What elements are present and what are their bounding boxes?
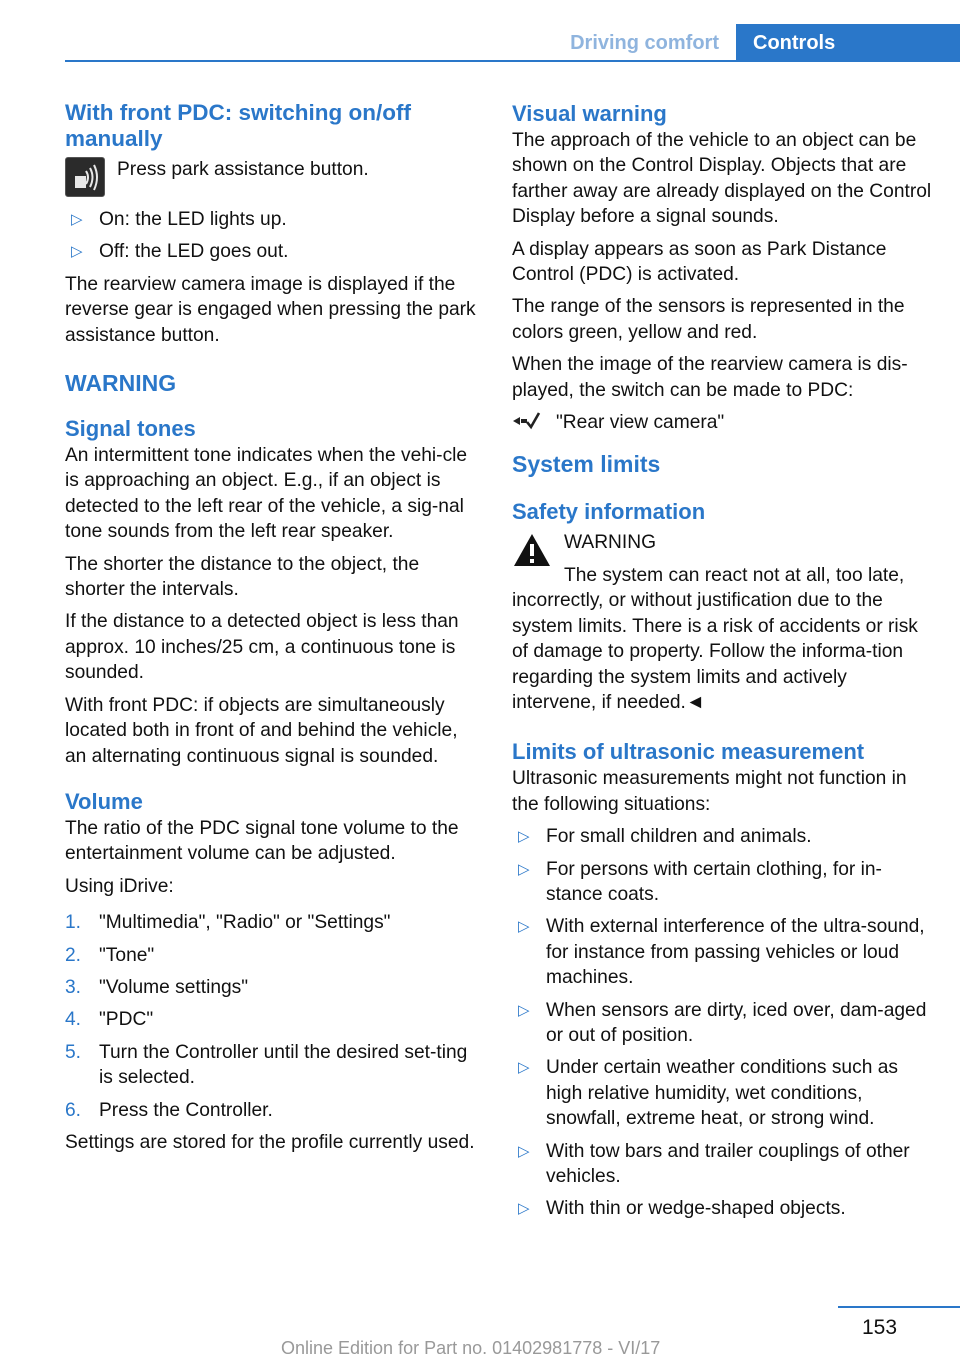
bullet-triangle-icon: ▷ (518, 828, 530, 846)
visual-paragraph-1: The approach of the vehicle to an object can be shown on the Control Display. Objects that are farther away are already displayed on the Control Display before a signal sounds. (512, 130, 932, 228)
ultrasonic-list (512, 824, 932, 1222)
step-text: "Volume settings" (99, 976, 249, 998)
warning-label: WARNING (564, 532, 657, 554)
warning-triangle-icon (512, 532, 552, 568)
signal-paragraph-3: If the distance to a detected object is less than approx. 10 inches/25 cm, a continuous tone is sounded. (65, 611, 459, 684)
rearview-paragraph: The rearview camera image is displayed if the reverse gear is engaged when pressing the park assistance button. (65, 273, 476, 346)
volume-paragraph-2: Using iDrive: (65, 875, 174, 897)
list-item-text: For persons with certain clothing, for in‐stance coats. (546, 858, 882, 905)
warning-text: The system can react not at all, too late, incorrectly, or without justification due to the system limits. There is a risk of accidents or risk of damage to property. Follow the informa‐tion regarding the system limits and actively intervene, if needed.◄ (512, 564, 918, 713)
list-item (512, 998, 932, 1049)
bullet-triangle-icon: ▷ (518, 1200, 530, 1218)
volume-paragraph-1: The ratio of the PDC signal tone volume to the entertainment volume can be adjusted. (65, 817, 459, 865)
list-item (65, 239, 477, 264)
bullet-triangle-icon: ▷ (518, 1001, 530, 1019)
footer-rule (838, 1306, 960, 1308)
left-column (65, 100, 477, 1162)
header-chapter-tab: Controls (736, 24, 960, 62)
list-item-text: Under certain weather conditions such as high relative humidity, wet conditions, snowfall, extreme heat, or strong wind. (546, 1057, 898, 1130)
signal-paragraph-4: With front PDC: if objects are simultaneously located both in front of and behind the vehicle, an alternating continuous signal is sounded. (65, 694, 458, 767)
bullet-triangle-icon: ▷ (518, 860, 530, 878)
list-item (65, 943, 477, 968)
visual-paragraph-4: When the image of the rearview camera is dis‐played, the switch can be made to PDC: (512, 354, 908, 401)
page-number: 153 (862, 1316, 898, 1339)
signal-paragraph-1: An intermittent tone indicates when the vehi‐cle is approaching an object. E.g., if an object is detected to the left rear of the vehicle, a sig‐nal tone sounds from the left rear speaker. (65, 445, 468, 543)
bullet-triangle-icon: ▷ (518, 1142, 530, 1160)
ultrasonic-heading: Limits of ultrasonic measurement (512, 739, 865, 765)
step-text: "PDC" (99, 1009, 154, 1031)
list-item (512, 1055, 932, 1131)
step-number: 5. (65, 1041, 82, 1063)
bullet-triangle-icon: ▷ (518, 1059, 530, 1077)
right-column (512, 100, 932, 1229)
safety-info-heading: Safety information (512, 499, 706, 525)
heading-switching-manually: With front PDC: switching on/off manually (65, 100, 411, 151)
list-item-text: Off: the LED goes out. (99, 241, 289, 263)
list-item (65, 1040, 477, 1091)
step-text: "Tone" (99, 944, 155, 966)
signal-tones-heading: Signal tones (65, 416, 196, 442)
rear-view-camera-label: "Rear view camera" (556, 412, 725, 434)
step-number: 2. (65, 944, 82, 966)
header-rule (65, 60, 960, 62)
list-item (65, 1098, 477, 1123)
step-text: Turn the Controller until the desired set‐ting is selected. (99, 1041, 468, 1089)
list-item-text: With external interference of the ultra‐sound, for instance from passing vehicles or loud machines. (546, 916, 925, 989)
list-item-text: With tow bars and trailer couplings of other vehicles. (546, 1140, 910, 1187)
warning-heading: WARNING (65, 370, 177, 397)
list-item (512, 914, 932, 990)
list-item-text: With thin or wedge-shaped objects. (546, 1198, 846, 1220)
volume-heading: Volume (65, 788, 143, 814)
park-assist-button-icon (65, 157, 105, 197)
visual-paragraph-2: A display appears as soon as Park Distance Control (PDC) is activated. (512, 238, 887, 286)
step-text: "Multimedia", "Radio" or "Settings" (99, 912, 391, 934)
signal-paragraph-2: The shorter the distance to the object, the shorter the intervals. (65, 553, 420, 601)
edition-footer: Online Edition for Part no. 01402981778 - VI/17 (281, 1338, 661, 1358)
bullet-triangle-icon: ▷ (71, 211, 83, 228)
list-item (512, 824, 932, 849)
bullet-triangle-icon: ▷ (71, 243, 83, 261)
visual-paragraph-3: The range of the sensors is represented in the colors green, yellow and red. (512, 296, 905, 343)
step-number: 1. (65, 912, 82, 934)
step-number: 3. (65, 976, 82, 998)
list-item (65, 975, 477, 1000)
list-item (65, 910, 477, 935)
settings-note: Settings are stored for the profile currently used. (65, 1131, 475, 1153)
rear-view-camera-icon (512, 411, 542, 431)
volume-steps (65, 910, 477, 1123)
onoff-list (65, 207, 477, 265)
system-limits-heading: System limits (512, 451, 661, 478)
ultrasonic-paragraph: Ultrasonic measurements might not function in the following situations: (512, 768, 907, 815)
press-button-text: Press park assistance button. (117, 159, 369, 180)
list-item (512, 1196, 932, 1221)
bullet-triangle-icon: ▷ (518, 918, 530, 936)
list-item (512, 1139, 932, 1190)
press-button-row (65, 157, 477, 201)
step-text: Press the Controller. (99, 1099, 273, 1121)
warning-block (512, 530, 932, 562)
list-item-text: On: the LED lights up. (99, 209, 287, 230)
list-item-text: For small children and animals. (546, 826, 812, 848)
visual-warning-heading: Visual warning (512, 101, 667, 126)
list-item-text: When sensors are dirty, iced over, dam‐aged or out of position. (546, 999, 927, 1046)
list-item (512, 857, 932, 908)
list-item (65, 207, 477, 232)
step-number: 4. (65, 1009, 82, 1031)
rear-view-camera-row (512, 410, 932, 435)
step-number: 6. (65, 1099, 82, 1121)
header-section-tab: Driving comfort (570, 32, 719, 54)
list-item (65, 1007, 477, 1032)
